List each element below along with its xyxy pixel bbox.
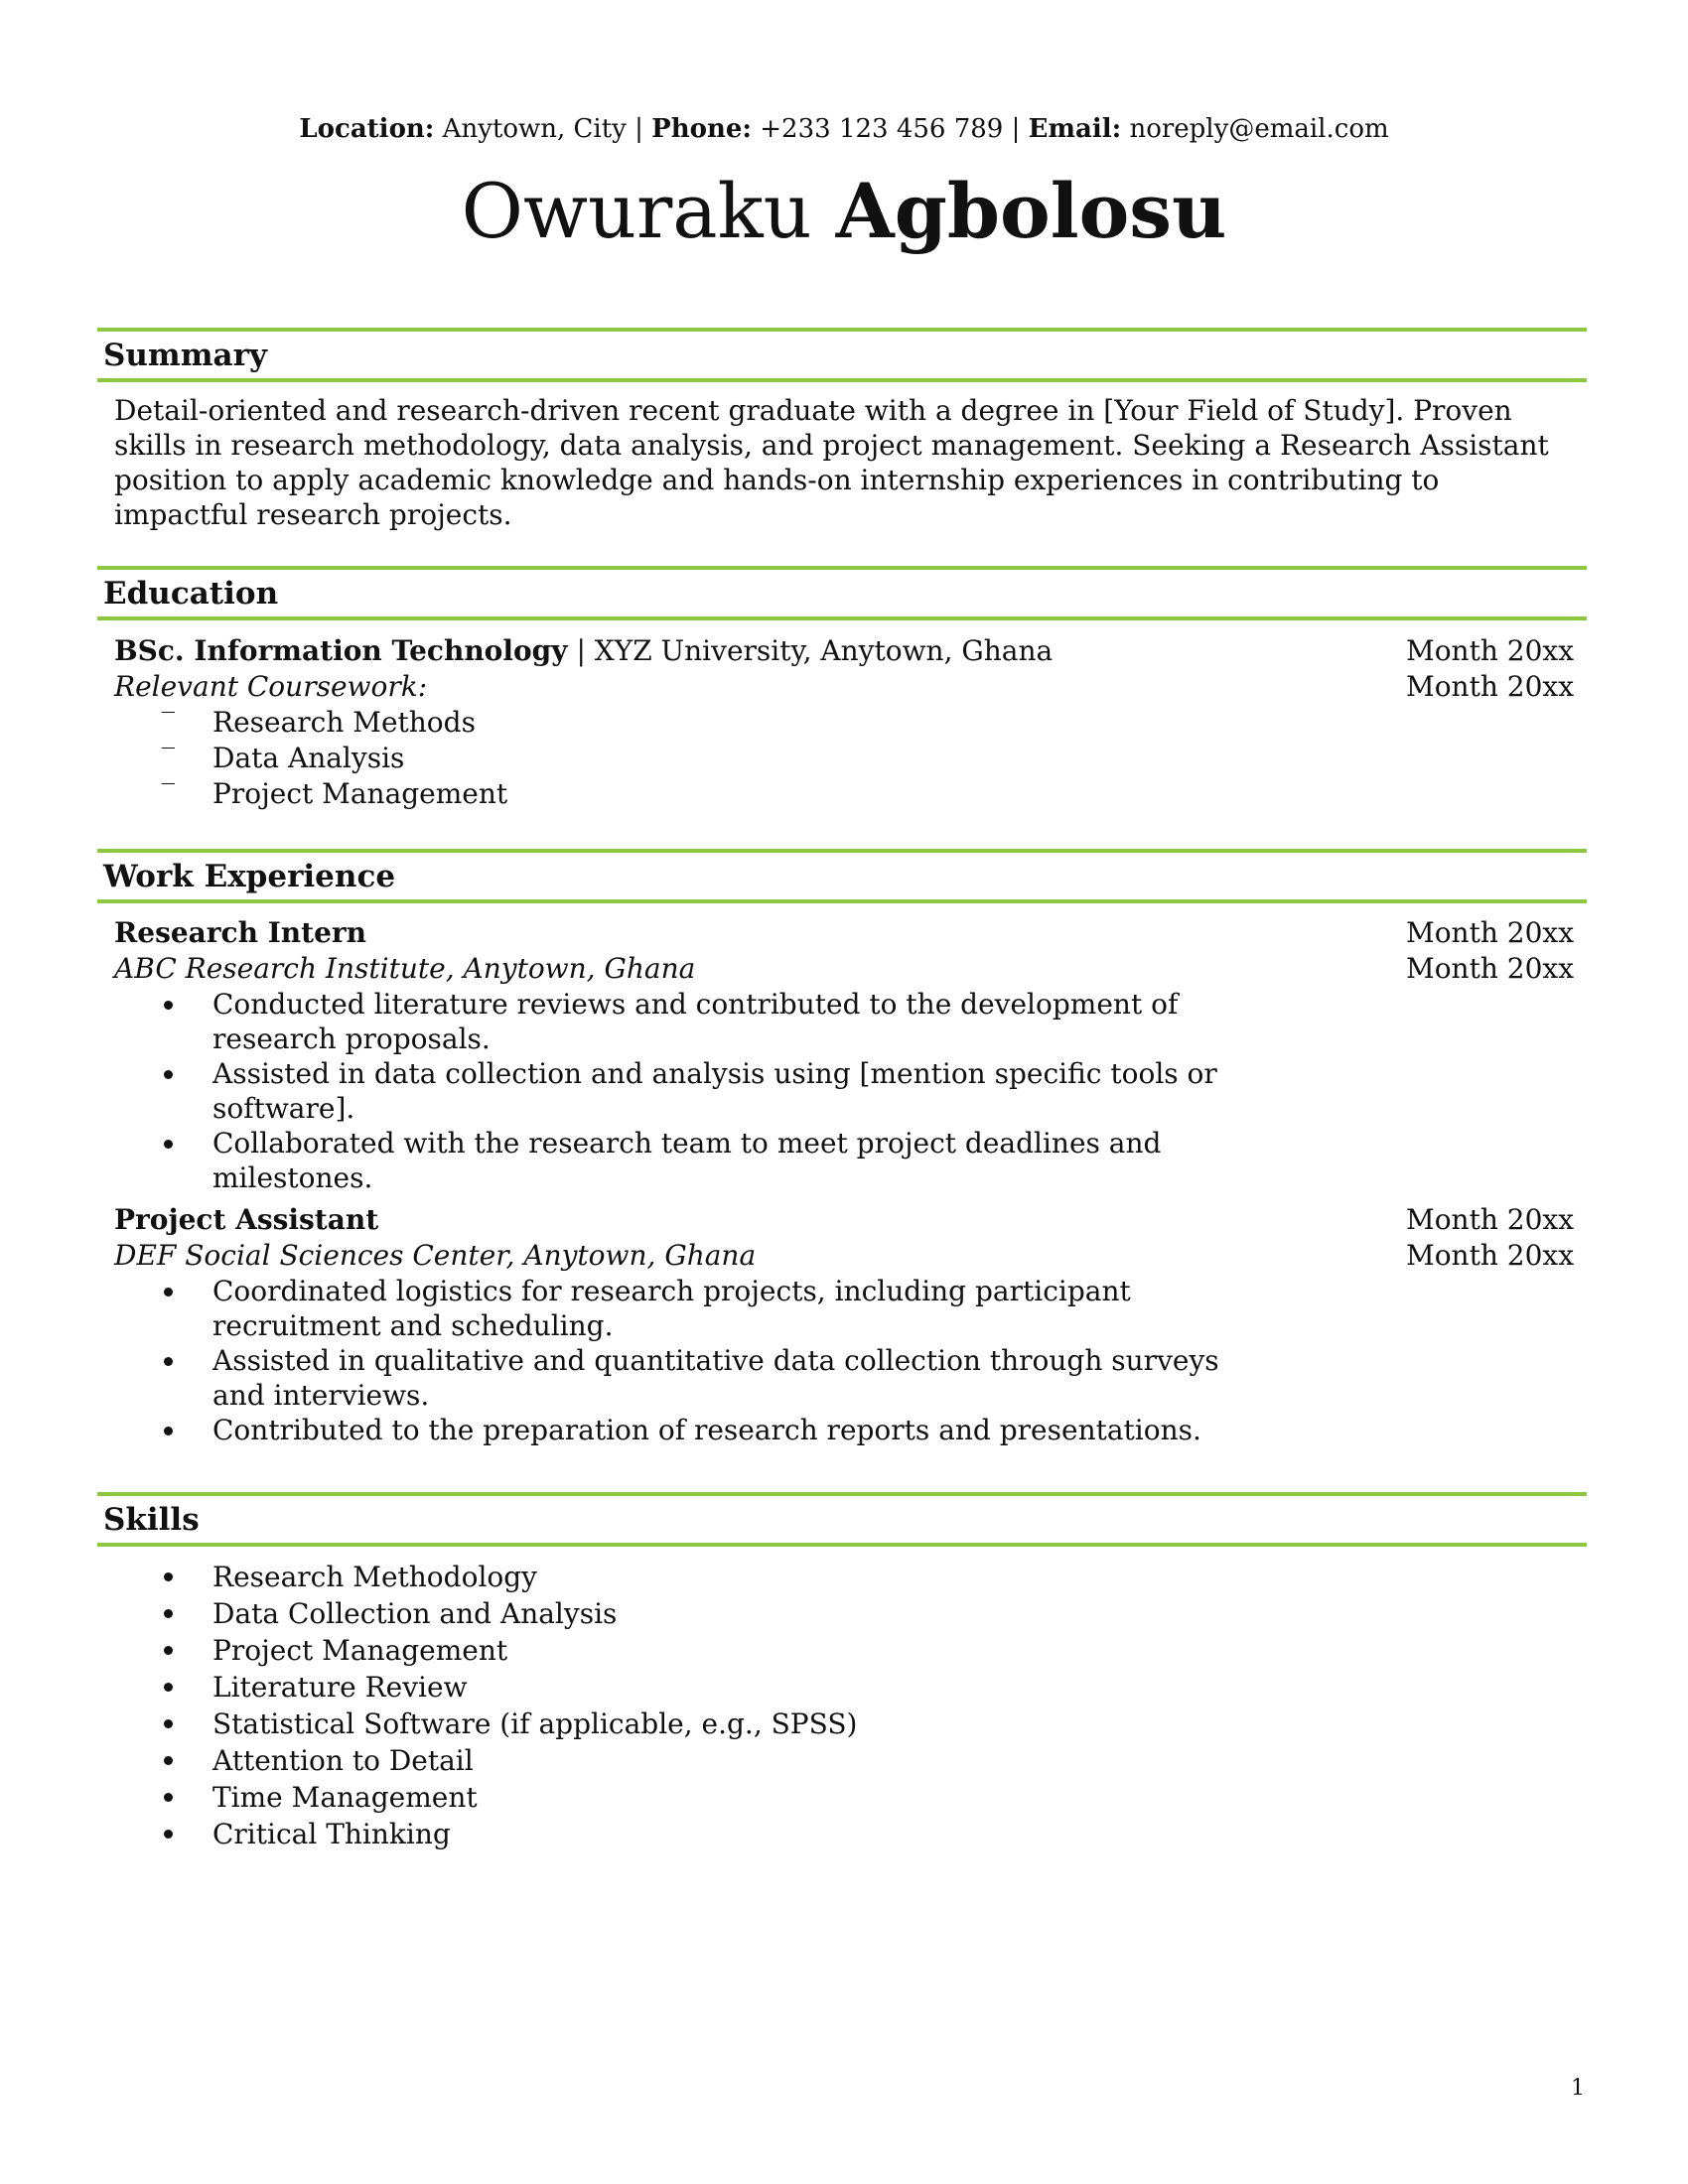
work-row-org [114, 1238, 1574, 1274]
skill: Research Methodology [212, 1561, 538, 1593]
list-item: ‾ Research Methods [114, 705, 1574, 740]
job-org: ABC Research Institute, Anytown, Ghana [114, 952, 696, 985]
list-item [114, 1595, 1306, 1632]
list-item [114, 1126, 1256, 1195]
job-bullets [114, 987, 1256, 1195]
skill: Project Management [212, 1634, 508, 1667]
job-title: Project Assistant [114, 1203, 379, 1236]
contact-separator: | [634, 114, 643, 144]
education-date-end: Month 20xx [1406, 670, 1574, 703]
bullet-icon [164, 1427, 173, 1435]
job-title: Research Intern [114, 916, 367, 949]
contact-line [0, 111, 1688, 147]
list-item [114, 1274, 1256, 1343]
first-name: Owuraku [461, 167, 812, 255]
degree-separator: | [576, 634, 586, 667]
skill: Data Collection and Analysis [212, 1597, 618, 1630]
education-row-1 [114, 633, 1574, 669]
skills-list-wrap [114, 1559, 1306, 1852]
skill: Statistical Software (if applicable, e.g., SPSS) [212, 1707, 858, 1740]
coursework-list [114, 705, 1574, 811]
page-number: 1 [1571, 2076, 1585, 2101]
full-name [0, 164, 1688, 259]
school: XYZ University, Anytown, Ghana [594, 634, 1054, 667]
bullet-icon [164, 1719, 173, 1728]
bullet-text: Collaborated with the research team to meet project deadlines and milestones. [212, 1127, 1162, 1194]
list-item [114, 1632, 1306, 1669]
degree: BSc. Information Technology [114, 634, 568, 667]
list-item [114, 1742, 1306, 1779]
list-item [114, 1343, 1256, 1413]
skill: Literature Review [212, 1671, 468, 1704]
work-row-org [114, 951, 1574, 987]
job-org: DEF Social Sciences Center, Anytown, Ghana [114, 1239, 757, 1272]
list-item [114, 1413, 1256, 1447]
bullet-text: Coordinated logistics for research projects, including participant recruitment and scheduling. [212, 1275, 1131, 1342]
phone-label: Phone: [651, 114, 752, 144]
list-item [114, 1779, 1306, 1816]
list-item [114, 1816, 1306, 1852]
list-item [114, 1559, 1306, 1595]
bullet-icon [164, 1609, 173, 1618]
work-entry [114, 915, 1574, 1195]
list-item [114, 1706, 1306, 1742]
skill: Attention to Detail [212, 1744, 474, 1777]
bullet-icon [164, 1793, 173, 1802]
section-title-summary: Summary [103, 338, 267, 373]
list-item: ‾ Project Management [114, 776, 1574, 811]
phone-value: +233 123 456 789 [760, 114, 1004, 144]
bullet-text: Assisted in data collection and analysis using [mention specific tools or software]. [212, 1057, 1217, 1125]
bullet-icon [164, 1756, 173, 1765]
work-date-start: Month 20xx [1406, 916, 1574, 949]
bullet-icon [164, 1070, 173, 1079]
list-item [114, 1056, 1256, 1126]
bullet-icon [164, 1288, 173, 1297]
bullet-icon [164, 1001, 173, 1010]
skill: Time Management [212, 1781, 478, 1814]
work-date-start: Month 20xx [1406, 1203, 1574, 1236]
section-header-skills [97, 1492, 1587, 1547]
bullet-icon [164, 1357, 173, 1366]
job-bullets [114, 1274, 1256, 1447]
section-header-work [97, 849, 1587, 903]
list-item [114, 1669, 1306, 1706]
work-date-end: Month 20xx [1406, 1239, 1574, 1272]
skill: Critical Thinking [212, 1818, 451, 1850]
bullet-text: Contributed to the preparation of research reports and presentations. [212, 1414, 1201, 1446]
bullet-icon [164, 1830, 173, 1839]
work-date-end: Month 20xx [1406, 952, 1574, 985]
bullet-icon [164, 1140, 173, 1149]
summary-text: Detail-oriented and research-driven recent graduate with a degree in [Your Field of Study]. Proven skills in research methodology, data analysis, and project management. Seeking a Research Assistant position to apply academic knowledge and hands-on internship experiences in contributing to impactful research projects. [114, 394, 1549, 531]
bullet-icon [164, 1646, 173, 1655]
bullet-text: Conducted literature reviews and contributed to the development of research proposals. [212, 988, 1179, 1055]
email-label: Email: [1028, 114, 1122, 144]
bullet-icon [164, 1683, 173, 1692]
location-value: Anytown, City [442, 114, 627, 144]
work-entry [114, 1202, 1574, 1447]
section-title-work: Work Experience [103, 859, 396, 894]
education-date-start: Month 20xx [1406, 634, 1574, 667]
list-item: ‾ Data Analysis [114, 741, 1574, 775]
coursework-label: Relevant Coursework: [114, 670, 428, 703]
education-row-2 [114, 669, 1574, 705]
section-title-skills: Skills [103, 1502, 200, 1538]
section-header-education [97, 566, 1587, 620]
skills-list [114, 1559, 1306, 1852]
last-name: Agbolosu [835, 167, 1227, 255]
work-row-title [114, 1202, 1574, 1238]
list-item [114, 987, 1256, 1056]
section-header-summary [97, 328, 1587, 382]
location-label: Location: [299, 114, 435, 144]
work-row-title [114, 915, 1574, 951]
section-title-education: Education [103, 576, 279, 612]
bullet-icon [164, 1572, 173, 1581]
bullet-text: Assisted in qualitative and quantitative data collection through surveys and interviews. [212, 1344, 1219, 1412]
contact-separator: | [1011, 114, 1021, 144]
education-entry [114, 633, 1574, 812]
email-value: noreply@email.com [1129, 114, 1389, 144]
